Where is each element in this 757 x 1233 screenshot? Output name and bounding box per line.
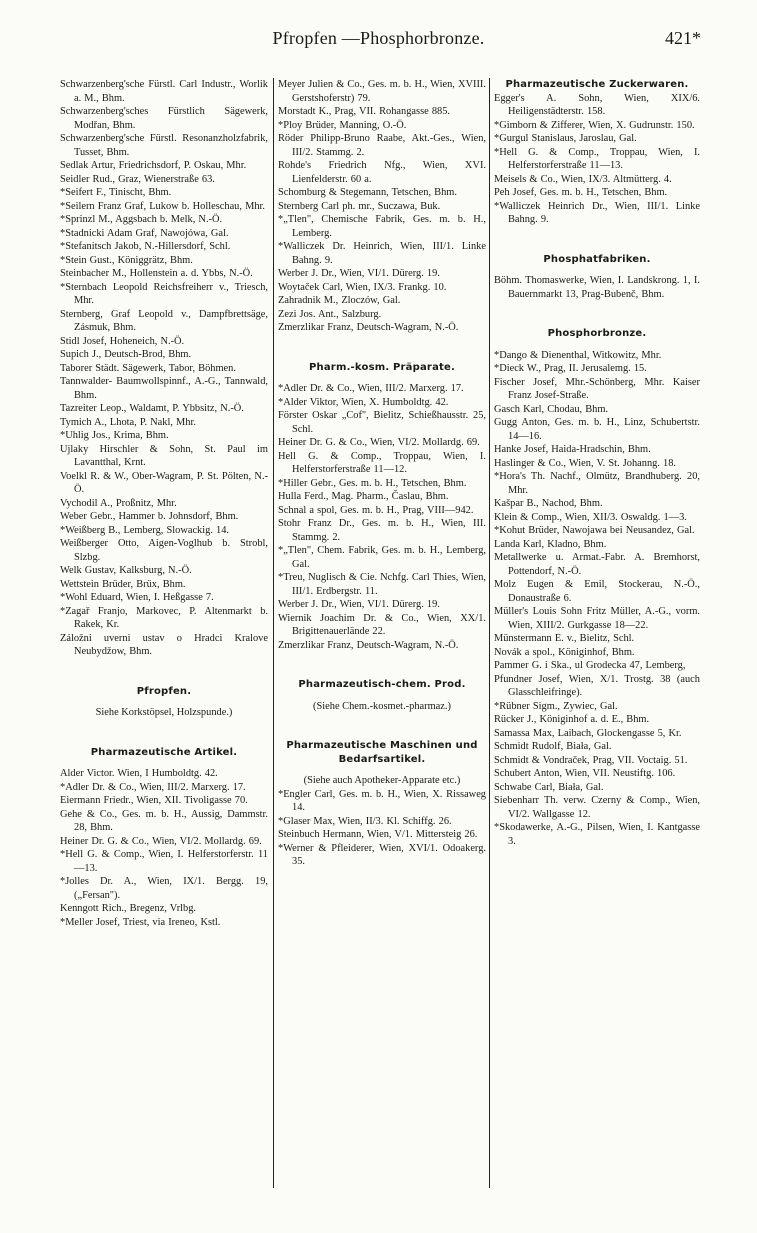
column-2 (278, 78, 486, 869)
directory-list-maschinen (278, 788, 486, 869)
column-divider-right (489, 78, 490, 1188)
list-item: Eiermann Friedr., Wien, XII. Tivoligasse 70. (60, 795, 248, 806)
directory-list-kosm (278, 382, 486, 652)
list-item: Pfundner Josef, Wien, X/1. Trostg. 38 (auch Glasschleifringe). (494, 673, 700, 698)
list-item: Kenngott Rich., Bregenz, Vrlbg. (60, 903, 197, 914)
list-item: *Treu, Nuglisch & Cie. Nchfg. Carl Thies, Wien, III/1. Erdbergstr. 11. (278, 572, 486, 597)
list-item: Schmidt & Vondraček, Prag, VII. Voctaig. 51. (494, 754, 688, 766)
list-item: Heiner Dr. G. & Co., Wien, VI/2. Mollardg. 69. (278, 437, 480, 448)
list-item: Schomburg & Stegemann, Tetschen, Bhm. (278, 187, 457, 198)
page-header (0, 28, 757, 62)
list-item: Ujlaky Hirschler & Sohn, St. Paul im Lavantthal, Krnt. (60, 443, 268, 468)
directory-list-continued (278, 78, 486, 335)
list-item: Morstadt K., Prag, VII. Rohangasse 885. (278, 106, 451, 117)
list-item: Weber Gebr., Hammer b. Johnsdorf, Bhm. (60, 511, 239, 522)
list-item: *Gurgul Stanislaus, Jaroslau, Gal. (494, 133, 637, 144)
list-item: Rohde's Friedrich Nfg., Wien, XVI. Lienfelderstr. 60 a. (278, 160, 486, 185)
list-item: Schwarzenberg'sches Fürstlich Sägewerk, Modřan, Bhm. (60, 106, 268, 131)
list-item: Sternberg, Graf Leopold v., Dampfbrettsäge, Zásmuk, Bhm. (60, 308, 268, 333)
list-item: *Skodawerke, A.-G., Pilsen, Wien, I. Kantgasse 3. (494, 822, 700, 847)
list-item: *Meller Josef, Triest, via Ireneo, Kstl. (60, 916, 221, 928)
list-item: *„Tlen", Chem. Fabrik, Ges. m. b. H., Lemberg, Gal. (278, 545, 486, 570)
list-item: *Dango & Dienenthal, Witkowitz, Mhr. (494, 349, 662, 361)
list-item: Sedlak Artur, Friedrichsdorf, P. Oskau, Mhr. (60, 160, 247, 171)
list-item: Záložni uverni ustav o Hradci Kralove Neubydžow, Bhm. (60, 632, 268, 657)
list-item: *Stadnicki Adam Graf, Nawojówa, Gal. (60, 227, 229, 239)
list-item: Steinbacher M., Hollenstein a. d. Ybbs, N.-Ö. (60, 268, 253, 279)
list-item: Tazreiter Leop., Waldamt, P. Ybbsitz, N.-Ö. (60, 403, 244, 414)
list-item: *Weißberg B., Lemberg, Slowackig. 14. (60, 524, 230, 536)
list-item: Hulla Ferd., Mag. Pharm., Časlau, Bhm. (278, 491, 449, 502)
list-item: Fischer Josef, Mhr.-Schönberg, Mhr. Kaiser Franz Josef-Straße. (494, 376, 700, 401)
list-item: Röder Philipp-Bruno Raabe, Akt.-Ges., Wien, III/2. Stammg. 2. (278, 133, 486, 158)
section-heading-kosm: Pharm.-kosm. Präparate. (309, 361, 455, 373)
column-3 (494, 78, 700, 848)
list-item: Gugg Anton, Ges. m. b. H., Linz, Schubertstr. 14—16. (494, 417, 700, 442)
list-item: Heiner Dr. G. & Co., Wien, VI/2. Mollardg. 69. (60, 835, 262, 847)
list-item: *Rübner Sigm., Zywiec, Gal. (494, 700, 618, 712)
list-item: *Stefanitsch Jakob, N.-Hillersdorf, Schl. (60, 241, 231, 252)
directory-list-zucker (494, 92, 700, 227)
section-heading-artikel: Pharmazeutische Artikel. (90, 746, 238, 758)
list-item: Schwarzenberg'sche Fürstl. Carl Industr., Worlik a. M., Bhm. (60, 79, 268, 104)
list-item: Wiernik Joachim Dr. & Co., Wien, XX/1. Brigittenauerlände 22. (278, 612, 486, 637)
directory-list-artikel (60, 767, 268, 929)
list-item: Münstermann E. v., Bielitz, Schl. (494, 633, 635, 644)
directory-list-phosphat (494, 274, 700, 301)
section-heading-chem: Pharmazeutisch-chem. Prod. (298, 679, 466, 690)
list-item: Samassa Max, Laibach, Glockengasse 5, Kr. (494, 727, 682, 739)
list-item: Werber J. Dr., Wien, VI/1. Dürerg. 19. (278, 599, 440, 610)
list-item: Klein & Comp., Wien, XII/3. Oswaldg. 1—3. (494, 511, 687, 523)
directory-list-timber (60, 78, 268, 659)
list-item: *Hell G. & Comp., Wien, I. Helferstorferstr. 11—13. (60, 849, 268, 874)
list-item: Schnal a spol, Ges. m. b. H., Prag, VIII—942. (278, 504, 474, 516)
list-item: Förster Oskar „Cof", Bielitz, Schießhausstr. 25, Schl. (278, 410, 486, 435)
list-item: Supich J., Deutsch-Brod, Bhm. (60, 349, 192, 360)
list-item: Siebenharr Th. verw. Czerny & Comp., Wien, VI/2. Wallgasse 12. (494, 795, 700, 820)
list-item: Meyer Julien & Co., Ges. m. b. H., Wien, XVIII. Gerstshoferstr) 79. (278, 79, 486, 104)
list-item: Haslinger & Co., Wien, V. St. Johanng. 18. (494, 457, 677, 469)
list-item: Gasch Karl, Chodau, Bhm. (494, 403, 609, 415)
list-item: *Kohut Brüder, Nawojawa bei Neusandez, Gal. (494, 525, 695, 536)
list-item: Rücker J., Königinhof a. d. E., Bhm. (494, 714, 650, 725)
list-item: Landa Karl, Kladno, Bhm. (494, 538, 607, 550)
cross-reference-note: Siehe Korkstöpsel, Holzspunde.) (95, 707, 233, 718)
list-item: Zmerzlikar Franz, Deutsch-Wagram, N.-Ö. (278, 322, 459, 333)
section-heading-zucker: Pharmazeutische Zuckerwaren. (505, 79, 689, 90)
list-item: Müller's Louis Sohn Fritz Müller, A.-G., vorm. Wien, XIII/2. Gurkgasse 18—22. (494, 606, 700, 631)
list-item: Woytaček Carl, Wien, IX/3. Frankg. 10. (278, 281, 447, 293)
list-item: Taborer Städt. Sägewerk, Tabor, Böhmen. (60, 362, 236, 374)
list-item: *Seifert F., Tinischt, Bhm. (60, 187, 172, 198)
list-item: *Dieck W., Prag, II. Jerusalemg. 15. (494, 363, 647, 374)
list-item: Zahradnik M., Zloczów, Gal. (278, 295, 401, 306)
list-item: *Hiller Gebr., Ges. m. b. H., Tetschen, Bhm. (278, 477, 467, 489)
list-item: *Adler Dr. & Co., Wien, III/2. Marxerg. 17. (60, 781, 246, 793)
list-item: Schmidt Rudolf, Biała, Gal. (494, 741, 612, 752)
list-item: *Alder Viktor, Wien, X. Humboldtg. 42. (278, 396, 449, 408)
list-item: Welk Gustav, Kalksburg, N.-Ö. (60, 565, 192, 576)
list-item: Seidler Rud., Graz, Wienerstraße 63. (60, 173, 215, 185)
list-item: Zezi Jos. Ant., Salzburg. (278, 308, 382, 320)
list-item: Kašpar B., Nachod, Bhm. (494, 498, 603, 509)
list-item: Böhm. Thomaswerke, Wien, I. Landskrong. 1, I. Bauernmarkt 13, Prag-Bubenč, Bhm. (494, 275, 700, 300)
page-number: 421* (665, 28, 701, 48)
section-heading-phosphat: Phosphatfabriken. (543, 253, 651, 265)
list-item: *Sternbach Leopold Reichsfreiherr v., Triesch, Mhr. (60, 281, 268, 306)
list-item: *Wohl Eduard, Wien, I. Heßgasse 7. (60, 592, 214, 603)
directory-list-bronze (494, 349, 700, 849)
list-item: Schubert Anton, Wien, VII. Neustiftg. 106. (494, 768, 676, 779)
list-item: Meisels & Co., Wien, IX/3. Altmütterg. 4. (494, 173, 672, 185)
cross-reference-note: (Siehe auch Apotheker-Apparate etc.) (303, 775, 461, 786)
list-item: Tannwalder- Baumwollspinnf., A.-G., Tannwald, Bhm. (60, 376, 268, 401)
list-item: *Hora's Th. Nachf., Olmütz, Brandhuberg. 20, Mhr. (494, 471, 700, 496)
list-item: Stidl Josef, Hoheneich, N.-Ö. (60, 335, 185, 347)
list-item: *Zagař Franjo, Markovec, P. Altenmarkt b. Rakek, Kr. (60, 605, 268, 630)
list-item: *Stein Gust., Königgrätz, Bhm. (60, 254, 193, 266)
list-item: Zmerzlikar Franz, Deutsch-Wagram, N.-Ö. (278, 639, 459, 651)
list-item: Alder Victor. Wien, I Humboldtg. 42. (60, 768, 218, 779)
column-1 (60, 78, 268, 929)
list-item: *Ploy Brüder, Manning, O.-Ö. (278, 119, 407, 131)
list-item: Pammer G. i Ska., ul Grodecka 47, Lemberg, (494, 660, 686, 671)
list-item: Hell G. & Comp., Troppau, Wien, I. Helferstorferstraße 11—12. (278, 450, 486, 475)
list-item: Voelkl R. & W., Ober-Wagram, P. St. Pölten, N.-Ö. (60, 470, 268, 495)
list-item: *Engler Carl, Ges. m. b. H., Wien, X. Rissaweg 14. (278, 788, 486, 813)
list-item: *Hell G. & Comp., Troppau, Wien, I. Helferstorferstraße 11—13. (494, 146, 700, 171)
section-heading-maschinen: Pharmazeutische Maschinen und Bedarfsartikel. (286, 740, 478, 765)
section-heading-bronze: Phosphorbronze. (547, 328, 647, 339)
list-item: *Seilern Franz Graf, Lukow b. Holleschau, Mhr. (60, 200, 265, 212)
list-item: Gehe & Co., Ges. m. b. H., Aussig, Dammstr. 28, Bhm. (60, 808, 268, 833)
section-heading-pfropfen: Pfropfen. (136, 685, 192, 697)
list-item: Egger's A. Sohn, Wien, XIX/6. Heiligenstädterstr. 158. (494, 92, 700, 117)
list-item: Metallwerke u. Armat.-Fabr. A. Bremhorst, Pottendorf, N.-Ö. (494, 552, 700, 577)
list-item: Wettstein Brüder, Brüx, Bhm. (60, 578, 186, 590)
list-item: Peh Josef, Ges. m. b. H., Tetschen, Bhm. (494, 187, 668, 198)
list-item: *Jolles Dr. A., Wien, IX/1. Bergg. 19, („Fersan"). (60, 876, 268, 901)
list-item: Weißberger Otto, Aigen-Voglhub b. Strobl, Slzbg. (60, 538, 268, 563)
list-item: Novák a spol., Königinhof, Bhm. (494, 646, 635, 658)
column-divider-left (273, 78, 274, 1188)
list-item: Stohr Franz Dr., Ges. m. b. H., Wien, III. Stammg. 2. (278, 518, 486, 543)
list-item: Sternberg Carl ph. mr., Suczawa, Buk. (278, 200, 441, 212)
cross-reference-note: (Siehe Chem.-kosmet.-pharmaz.) (313, 700, 451, 712)
list-item: *Gimborn & Zifferer, Wien, X. Gudrunstr. 150. (494, 119, 695, 131)
list-item: *Adler Dr. & Co., Wien, III/2. Marxerg. 17. (278, 383, 464, 394)
list-item: *Werner & Pfleiderer, Wien, XVI/1. Odoakerg. 35. (278, 842, 486, 867)
running-title: Pfropfen —Phosphorbronze. (272, 28, 485, 48)
list-item: *Walliczek Dr. Heinrich, Wien, III/1. Linke Bahng. 9. (278, 241, 486, 266)
list-item: *Uhlig Jos., Krima, Bhm. (60, 430, 169, 441)
list-item: Schwarzenberg'sche Fürstl. Resonanzholzfabrik, Tusset, Bhm. (60, 133, 268, 158)
list-item: Vychodil A., Proßnitz, Mhr. (60, 497, 177, 509)
list-item: *Glaser Max, Wien, II/3. Kl. Schiffg. 26. (278, 815, 452, 827)
list-item: *Sprinzl M., Aggsbach b. Melk, N.-Ö. (60, 214, 223, 225)
list-item: Molz Eugen & Emil, Stockerau, N.-Ö., Donaustraße 6. (494, 579, 700, 604)
list-item: Tymich A., Lhota, P. Nakl, Mhr. (60, 416, 196, 428)
list-item: Werber J. Dr., Wien, VI/1. Dürerg. 19. (278, 268, 440, 279)
list-item: Steinbuch Hermann, Wien, V/1. Mittersteig 26. (278, 829, 478, 840)
list-item: *„Tlen", Chemische Fabrik, Ges. m. b. H., Lemberg. (278, 214, 486, 239)
list-item: Schwabe Carl, Biała, Gal. (494, 781, 604, 793)
list-item: Hanke Josef, Haida-Hradschin, Bhm. (494, 444, 651, 455)
list-item: *Walliczek Heinrich Dr., Wien, III/1. Linke Bahng. 9. (494, 200, 700, 225)
